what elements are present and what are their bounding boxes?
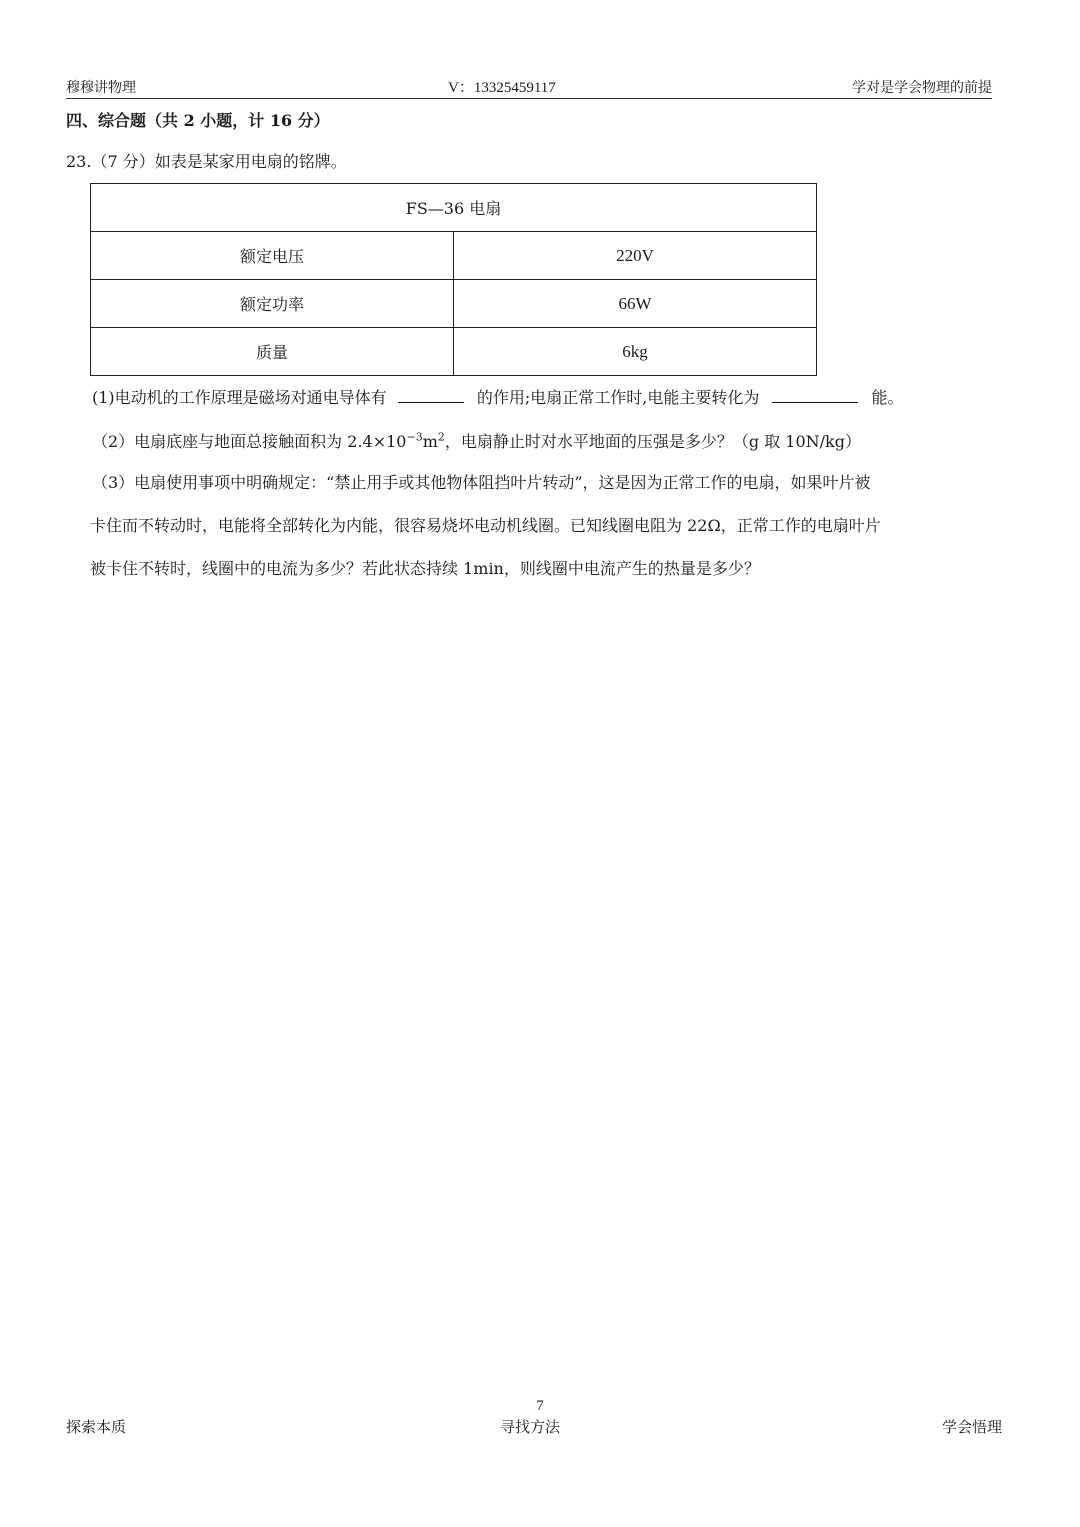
question-part-3-line-2: 卡住而不转动时，电能将全部转化为内能，很容易烧坏电动机线圈。已知线圈电阻为 22Ω，正常工作的电扇叶片: [90, 516, 881, 535]
table-row: [91, 280, 817, 328]
question-part-2: [92, 431, 861, 453]
part2-exponent: −3: [406, 430, 423, 444]
table-cell-label: 额定功率: [91, 280, 454, 328]
question-part-3-line-3: 被卡住不转时，线圈中的电流为多少？若此状态持续 1min，则线圈中电流产生的热量是多少？: [90, 559, 760, 578]
table-title: [91, 184, 817, 232]
footer-left-text: 探索本质: [66, 1418, 127, 1436]
table-title-row: [91, 184, 817, 232]
question-part-1: [92, 386, 904, 409]
table-cell-value: 220V: [454, 232, 817, 280]
answer-blank-1[interactable]: [398, 386, 464, 403]
table-cell-value: 6kg: [454, 328, 817, 376]
nameplate-table: [90, 183, 817, 376]
page-number: 7: [536, 1398, 544, 1414]
table-cell-label: 额定电压: [91, 232, 454, 280]
part1-text-c: 能。: [871, 388, 904, 407]
question-intro: 23.（7 分）如表是某家用电扇的铭牌。: [66, 152, 347, 171]
part1-text-a: (1)电动机的工作原理是磁场对通电导体有: [92, 388, 387, 407]
header-left-text: 穆穆讲物理: [66, 80, 136, 96]
section-title: 四、综合题（共 2 小题，计 16 分）: [66, 111, 330, 130]
part2-unit: m: [422, 432, 438, 451]
table-cell-value: 66W: [454, 280, 817, 328]
answer-blank-2[interactable]: [772, 386, 858, 403]
footer-right-text: 学会悟理: [942, 1418, 1003, 1436]
table-title-text: FS—36 电扇: [405, 199, 502, 218]
part1-text-b: 的作用;电扇正常工作时,电能主要转化为: [476, 388, 760, 407]
table-row: [91, 328, 817, 376]
part2-text-c: ，电扇静止时对水平地面的压强是多少？（g 取 10N/kg）: [444, 432, 861, 451]
part2-text-a: （2）电扇底座与地面总接触面积为 2.4×10: [92, 432, 407, 451]
header-right-text: 学对是学会物理的前提: [852, 80, 992, 96]
page-header: [66, 78, 992, 99]
table-cell-label: 质量: [91, 328, 454, 376]
question-part-3-line-1: （3）电扇使用事项中明确规定：“禁止用手或其他物体阻挡叶片转动”，这是因为正常工作的电扇，如果叶片被: [92, 473, 871, 492]
footer-center-text: 寻找方法: [500, 1418, 561, 1436]
table-row: [91, 232, 817, 280]
part2-unit-exponent: 2: [437, 430, 445, 444]
header-contact: V：13325459117: [448, 80, 556, 96]
